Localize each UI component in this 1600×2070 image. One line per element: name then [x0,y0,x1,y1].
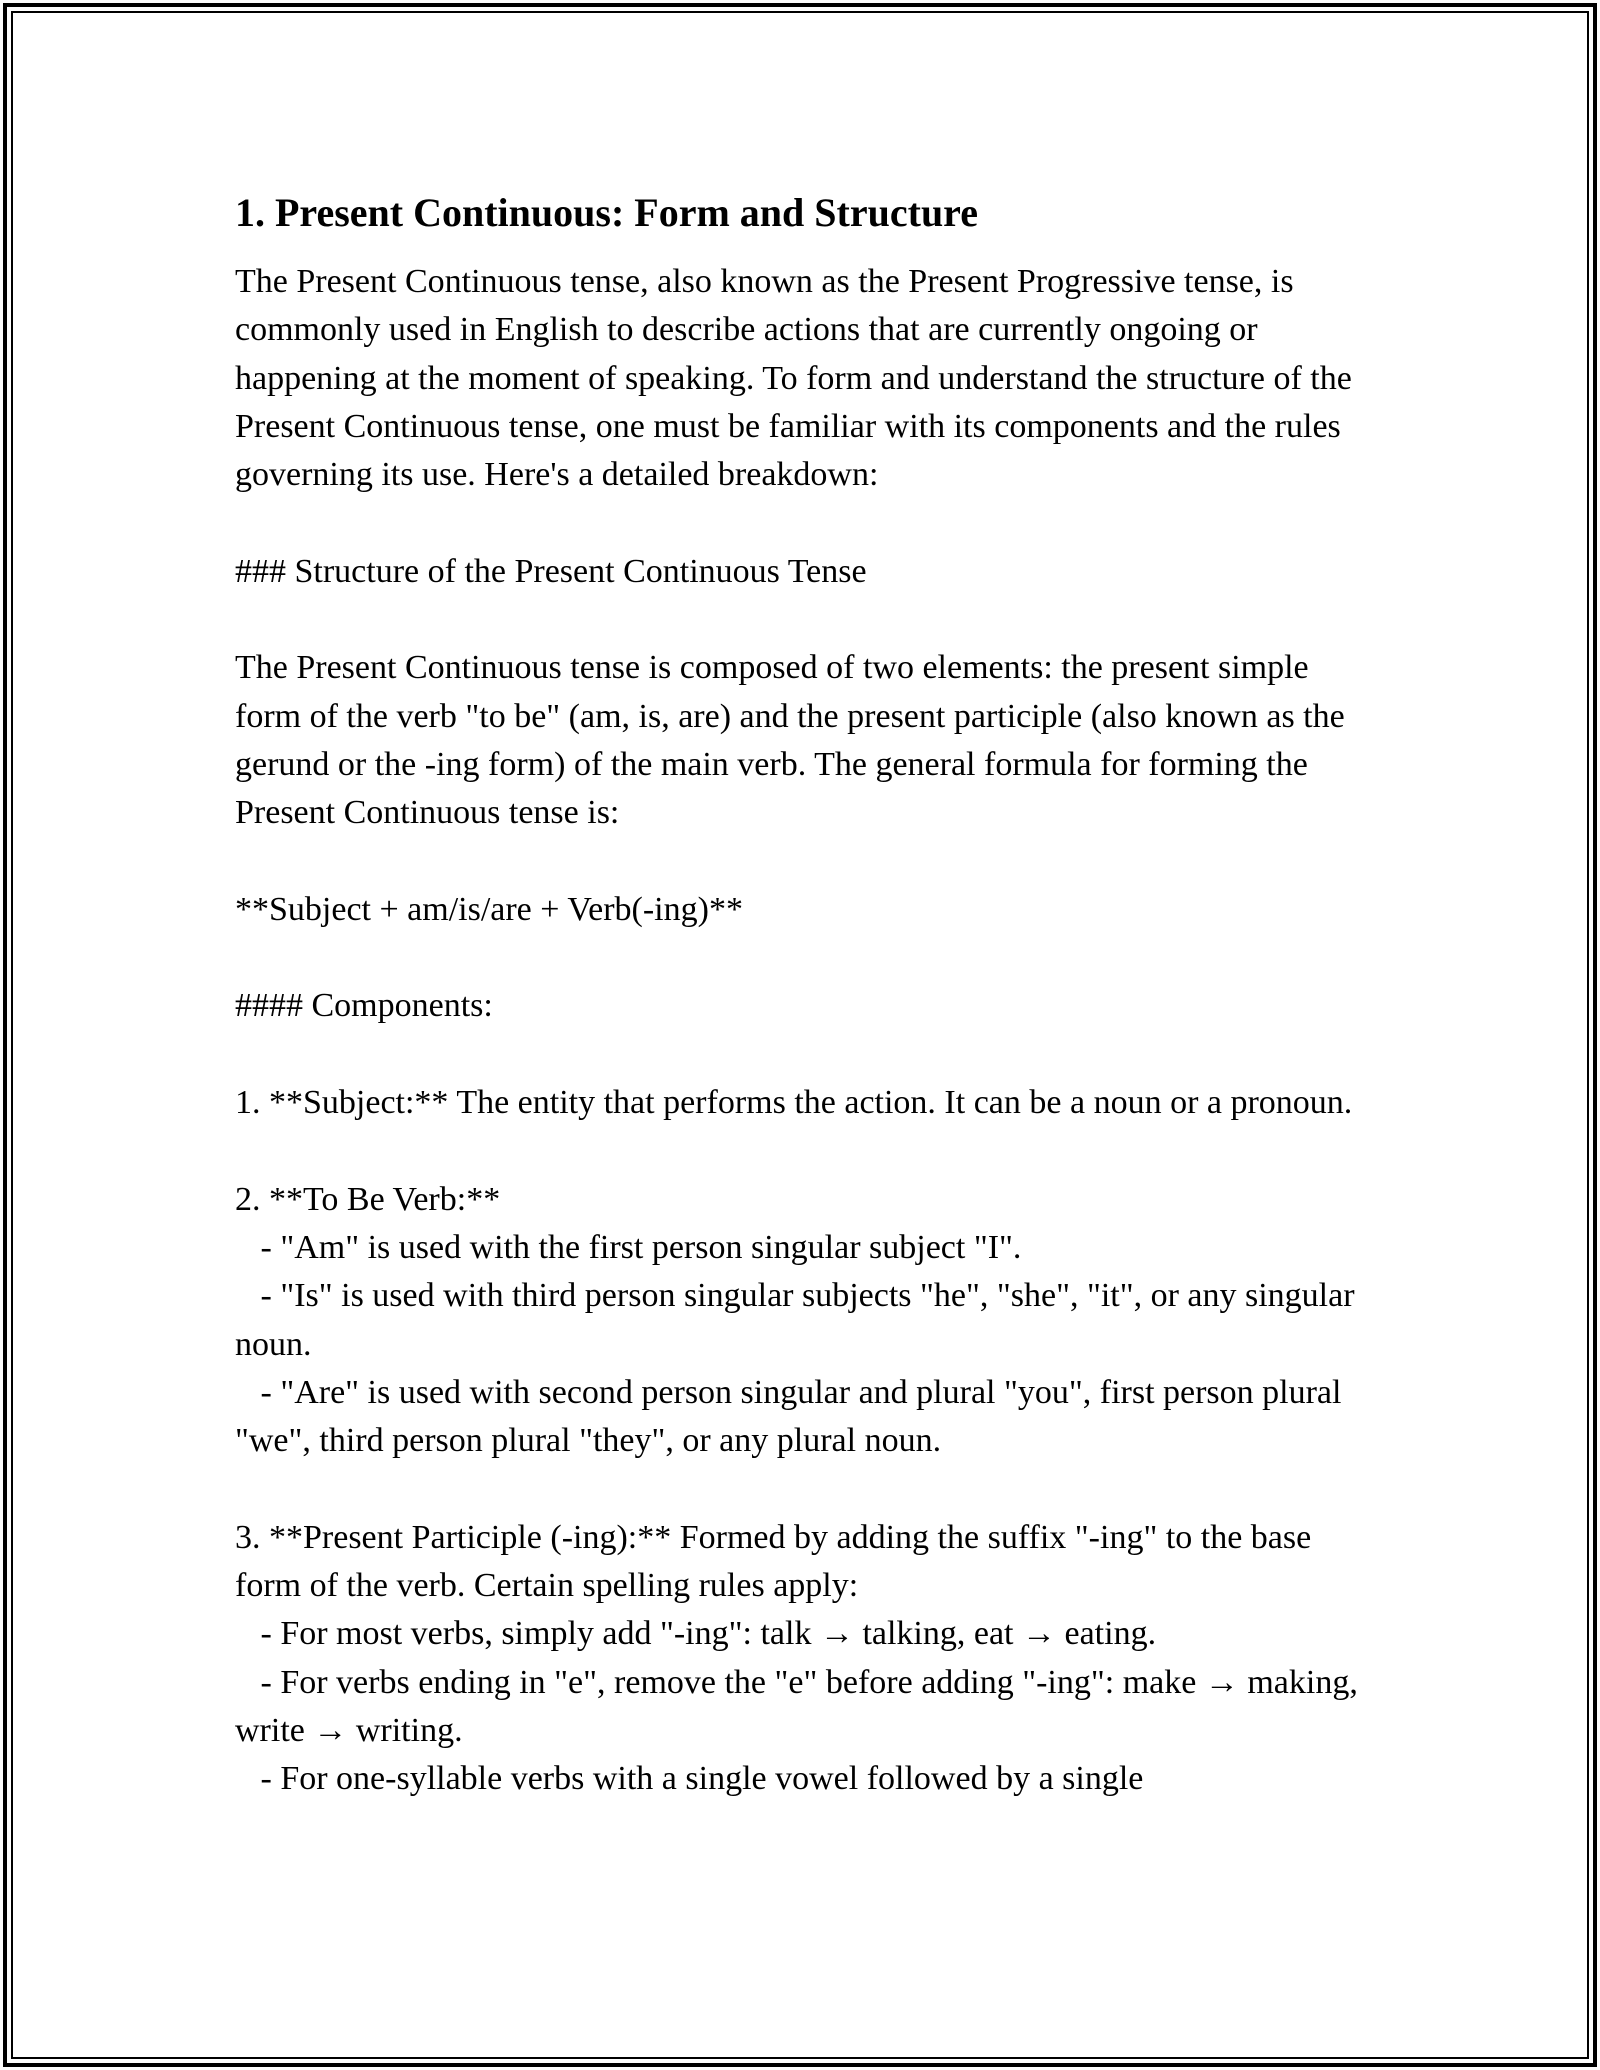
list-item-to-be-verb: 2. **To Be Verb:** [235,1180,501,1218]
spacer [235,1127,1375,1175]
components-heading: #### Components: [235,987,493,1025]
sub-item-rule-ending-e: - For verbs ending in "e", remove the "e" before adding "-ing": make → making, write → writing. [235,1663,1367,1749]
sub-item-rule-most-verbs: - For most verbs, simply add "-ing": talk → talking, eat → eating. [235,1615,1157,1653]
sub-item-are: - "Are" is used with second person singular and plural "you", first person plural "we", third person plural "they", or any plural noun. [235,1373,1350,1460]
spacer [235,596,1375,644]
spacer [235,499,1375,547]
spacer [235,838,1375,886]
structure-paragraph: The Present Continuous tense is composed of two elements: the present simple form of the verb "to be" (am, is, are) and the present participle (also known as the gerund or the -ing form) of the main verb. The general formula for forming the Present Continuous tense is: [235,649,1354,832]
document-body [235,185,1375,1804]
sub-item-rule-one-syllable: - For one-syllable verbs with a single vowel followed by a single [235,1760,1144,1798]
spacer [235,1031,1375,1079]
sub-item-is: - "Is" is used with third person singular subjects "he", "she", "it", or any singular noun. [235,1277,1364,1363]
document-title: 1. Present Continuous: Form and Structure [235,190,978,235]
structure-heading: ### Structure of the Present Continuous Tense [235,552,867,590]
list-item-subject: 1. **Subject:** The entity that performs the action. It can be a noun or a pronoun. [235,1084,1353,1122]
formula-line: **Subject + am/is/are + Verb(-ing)** [235,890,743,928]
list-item-present-participle: 3. **Present Participle (-ing):** Formed by adding the suffix "-ing" to the base form of the verb. Certain spelling rules apply: [235,1518,1320,1605]
intro-paragraph: The Present Continuous tense, also known as the Present Progressive tense, is commonly used in English to describe actions that are currently ongoing or happening at the moment of speaking. To form and understand the structure of the Present Continuous tense, one must be familiar with its components and the rules governing its use. Here's a detailed breakdown: [235,263,1361,494]
sub-item-am: - "Am" is used with the first person singular subject "I". [235,1228,1022,1266]
spacer [235,934,1375,982]
spacer [235,1465,1375,1513]
